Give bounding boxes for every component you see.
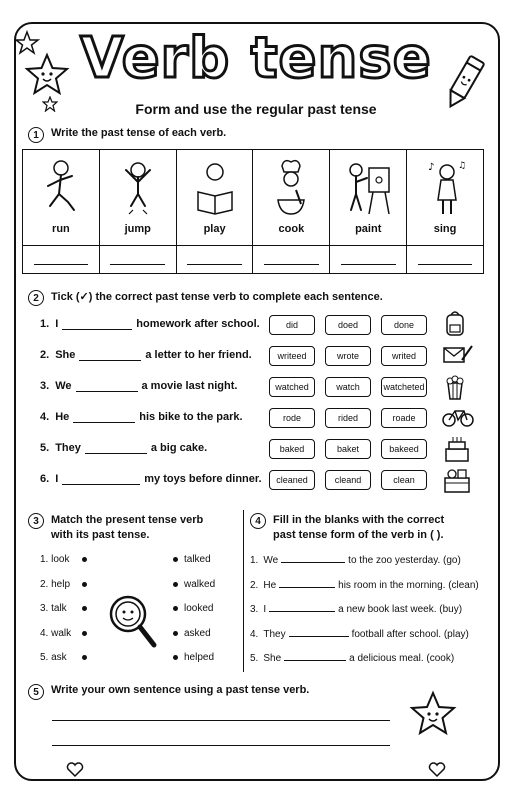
sentence-row bbox=[40, 407, 243, 427]
answer-blank[interactable] bbox=[279, 578, 335, 588]
section-number: 2 bbox=[28, 290, 44, 306]
verb-label: sing bbox=[433, 222, 457, 235]
item-subject: They bbox=[263, 628, 286, 640]
answer-cell[interactable] bbox=[407, 246, 484, 274]
option-box[interactable]: baked bbox=[269, 439, 315, 459]
answer-cell[interactable] bbox=[176, 246, 253, 274]
sentence-subject: She bbox=[55, 349, 76, 361]
painting-boy-icon bbox=[343, 158, 393, 218]
sentence-subject: He bbox=[55, 411, 70, 423]
column-divider bbox=[243, 510, 244, 672]
match-dot[interactable] bbox=[82, 631, 87, 636]
past-verb-item[interactable] bbox=[173, 579, 215, 590]
answer-blank[interactable] bbox=[284, 651, 346, 661]
item-subject: I bbox=[263, 604, 267, 615]
present-verb-item[interactable] bbox=[40, 603, 87, 614]
bicycle-icon bbox=[442, 402, 474, 432]
singing-girl-icon bbox=[422, 158, 468, 218]
option-box[interactable]: bakeed bbox=[381, 439, 427, 459]
jumping-girl-icon bbox=[115, 158, 161, 218]
section-3-header bbox=[28, 513, 203, 543]
past-verb-item[interactable] bbox=[173, 652, 214, 663]
sentence-row bbox=[40, 376, 237, 396]
sentence-subject: I bbox=[55, 473, 59, 485]
sentence-rest: a movie last night. bbox=[141, 380, 238, 392]
section-number: 1 bbox=[28, 127, 44, 143]
option-box[interactable]: clean bbox=[381, 470, 427, 490]
sentence-subject: They bbox=[55, 442, 81, 454]
option-box[interactable]: writeed bbox=[269, 346, 315, 366]
item-subject: She bbox=[263, 653, 282, 664]
writing-line[interactable] bbox=[52, 745, 390, 746]
answer-blank[interactable] bbox=[289, 627, 349, 637]
toy-box-icon bbox=[442, 464, 474, 494]
fill-blank-item bbox=[250, 627, 469, 640]
match-dot[interactable] bbox=[173, 557, 178, 562]
envelope-pen-icon bbox=[442, 340, 474, 370]
sentence-rest: my toys before dinner. bbox=[144, 473, 262, 485]
verb-cell bbox=[99, 150, 176, 246]
item-subject: He bbox=[263, 579, 277, 591]
page-title: Verb tense bbox=[80, 26, 432, 91]
item-number: 3. bbox=[250, 604, 259, 615]
sentence-rest: his bike to the park. bbox=[139, 411, 243, 423]
option-box[interactable]: wrote bbox=[325, 346, 371, 366]
verb-cell bbox=[330, 150, 407, 246]
verb-label: paint bbox=[355, 222, 382, 235]
smiling-star-icon bbox=[408, 690, 458, 740]
item-rest: football after school. (play) bbox=[351, 628, 469, 640]
sentence-number: 6. bbox=[40, 473, 50, 485]
verb-cell bbox=[407, 150, 484, 246]
sentence-rest: a letter to her friend. bbox=[145, 349, 252, 361]
section-number: 5 bbox=[28, 684, 44, 700]
item-number: 4. bbox=[250, 628, 259, 640]
section-3-instruction-line1: Match the present tense verb bbox=[51, 514, 204, 526]
svg-text:♪: ♪ bbox=[428, 161, 435, 173]
sentence-number: 1. bbox=[40, 318, 50, 330]
svg-text:♫: ♫ bbox=[458, 160, 467, 171]
sentence-row bbox=[40, 469, 262, 489]
answer-cell[interactable] bbox=[99, 246, 176, 274]
match-dot[interactable] bbox=[82, 655, 87, 660]
match-dot[interactable] bbox=[82, 582, 87, 587]
match-dot[interactable] bbox=[173, 606, 178, 611]
item-rest: a new book last week. (buy) bbox=[338, 604, 463, 615]
option-box[interactable]: cleaned bbox=[269, 470, 315, 490]
option-box[interactable]: rode bbox=[269, 408, 315, 428]
match-dot[interactable] bbox=[173, 655, 178, 660]
verb-table bbox=[22, 149, 484, 274]
option-box[interactable]: rided bbox=[325, 408, 371, 428]
item-subject: We bbox=[263, 555, 279, 566]
item-number: 1. bbox=[250, 555, 259, 566]
sentence-number: 2. bbox=[40, 349, 50, 361]
option-box[interactable]: cleand bbox=[325, 470, 371, 490]
fill-blank-item bbox=[250, 553, 461, 566]
running-boy-icon bbox=[38, 158, 84, 218]
answer-cell[interactable] bbox=[330, 246, 407, 274]
backpack-icon bbox=[442, 309, 474, 339]
fill-blank-item bbox=[250, 578, 479, 591]
answer-cell[interactable] bbox=[253, 246, 330, 274]
past-verb: walked bbox=[184, 578, 216, 590]
past-verb-item[interactable] bbox=[173, 554, 211, 565]
section-5-header bbox=[28, 684, 309, 700]
answer-blank[interactable] bbox=[281, 553, 345, 563]
popcorn-icon bbox=[442, 371, 474, 401]
option-box[interactable]: doed bbox=[325, 315, 371, 335]
past-verb-item[interactable] bbox=[173, 628, 211, 639]
present-verb: 1. look bbox=[40, 554, 70, 565]
sentence-number: 5. bbox=[40, 442, 50, 454]
answer-blank[interactable] bbox=[62, 319, 132, 330]
sentence-row bbox=[40, 314, 260, 334]
item-rest: to the zoo yesterday. (go) bbox=[348, 555, 461, 566]
option-box[interactable]: did bbox=[269, 315, 315, 335]
section-number: 3 bbox=[28, 513, 44, 529]
section-4-instruction-line2: past tense form of the verb in ( ). bbox=[273, 529, 444, 541]
verb-label: play bbox=[203, 222, 226, 235]
fill-blank-item bbox=[250, 602, 462, 615]
item-rest: a delicious meal. (cook) bbox=[349, 653, 455, 664]
section-2-instruction: Tick (✓) the correct past tense verb to complete each sentence. bbox=[51, 291, 383, 303]
option-box[interactable]: writed bbox=[381, 346, 427, 366]
sentence-rest: homework after school. bbox=[136, 318, 260, 330]
answer-blank[interactable] bbox=[76, 381, 138, 392]
verb-label: cook bbox=[278, 222, 305, 235]
section-number: 4 bbox=[250, 513, 266, 529]
item-number: 2. bbox=[250, 579, 259, 591]
option-box[interactable]: watcheted bbox=[381, 377, 427, 397]
section-2-header bbox=[28, 290, 383, 306]
sentence-subject: I bbox=[55, 318, 59, 330]
section-4-instruction-line1: Fill in the blanks with the correct bbox=[273, 514, 445, 526]
present-verb: 4. walk bbox=[40, 627, 72, 639]
verb-cell bbox=[176, 150, 253, 246]
magnifying-glass-icon bbox=[106, 592, 158, 650]
present-verb-item[interactable] bbox=[40, 554, 87, 565]
past-verb: helped bbox=[184, 652, 215, 663]
verb-label: run bbox=[52, 222, 70, 235]
writing-line[interactable] bbox=[52, 720, 390, 721]
option-box[interactable]: done bbox=[381, 315, 427, 335]
reading-boy-icon bbox=[192, 158, 238, 218]
past-verb-item[interactable] bbox=[173, 603, 213, 614]
sentence-row bbox=[40, 345, 252, 365]
answer-blank[interactable] bbox=[62, 474, 140, 485]
section-1-header bbox=[28, 127, 226, 143]
item-number: 5. bbox=[250, 653, 259, 664]
option-box[interactable]: watched bbox=[269, 377, 315, 397]
past-verb: looked bbox=[184, 603, 214, 614]
match-dot[interactable] bbox=[82, 557, 87, 562]
verb-cell bbox=[253, 150, 330, 246]
fill-blank-item bbox=[250, 651, 454, 664]
verb-cell bbox=[23, 150, 100, 246]
option-box[interactable]: watch bbox=[325, 377, 371, 397]
section-3-instruction-line2: with its past tense. bbox=[51, 529, 150, 541]
answer-blank[interactable] bbox=[269, 602, 335, 612]
present-verb-item[interactable] bbox=[40, 628, 87, 639]
answer-blank[interactable] bbox=[73, 412, 135, 423]
past-verb: asked bbox=[184, 627, 211, 639]
page-subtitle: Form and use the regular past tense bbox=[135, 101, 377, 117]
present-verb: 5. ask bbox=[40, 652, 67, 663]
option-box[interactable]: roade bbox=[381, 408, 427, 428]
answer-cell[interactable] bbox=[23, 246, 100, 274]
present-verb: 2. help bbox=[40, 578, 71, 590]
answer-blank[interactable] bbox=[85, 443, 147, 454]
answer-blank[interactable] bbox=[79, 350, 141, 361]
section-4-header bbox=[250, 513, 444, 543]
sentence-number: 4. bbox=[40, 411, 50, 423]
item-rest: his room in the morning. (clean) bbox=[338, 579, 479, 591]
sentence-row bbox=[40, 438, 207, 458]
present-verb: 3. talk bbox=[40, 603, 67, 614]
match-dot[interactable] bbox=[173, 631, 178, 636]
sentence-number: 3. bbox=[40, 380, 50, 392]
heart-icon bbox=[66, 762, 84, 778]
sentence-rest: a big cake. bbox=[150, 442, 208, 454]
cooking-girl-icon bbox=[268, 158, 314, 218]
match-dot[interactable] bbox=[173, 582, 178, 587]
present-verb-item[interactable] bbox=[40, 652, 87, 663]
cake-icon bbox=[442, 433, 474, 463]
sentence-subject: We bbox=[55, 380, 72, 392]
match-dot[interactable] bbox=[82, 606, 87, 611]
section-1-instruction: Write the past tense of each verb. bbox=[51, 127, 227, 139]
verb-label: jump bbox=[124, 222, 151, 235]
option-box[interactable]: baket bbox=[325, 439, 371, 459]
present-verb-item[interactable] bbox=[40, 579, 87, 590]
past-verb: talked bbox=[184, 554, 211, 565]
heart-icon bbox=[428, 762, 446, 778]
section-5-instruction: Write your own sentence using a past tense verb. bbox=[51, 684, 310, 696]
